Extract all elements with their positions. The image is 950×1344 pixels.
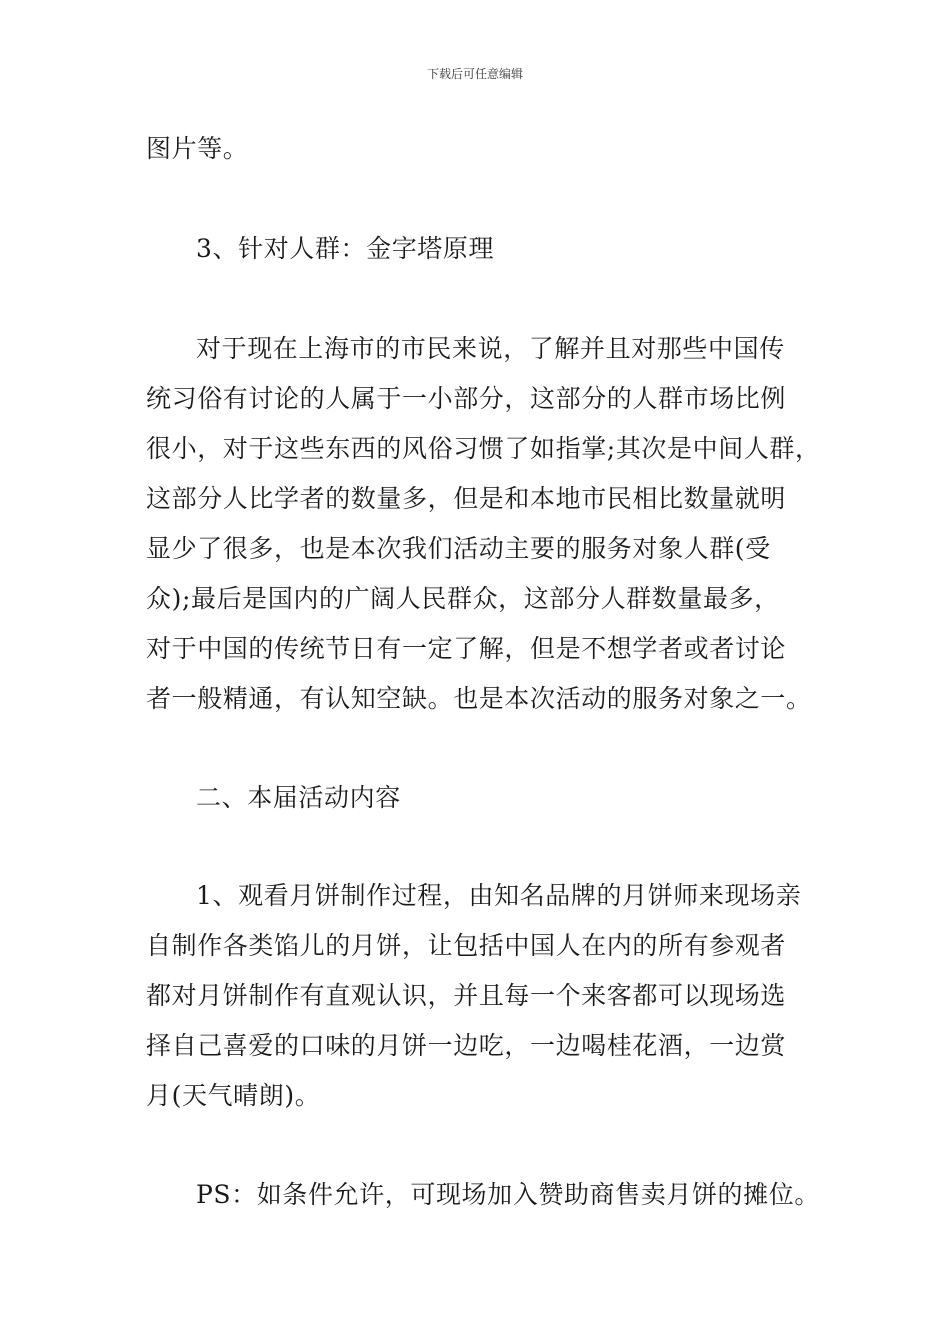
paragraph-line: 这部分人比学者的数量多，但是和本地市民相比数量就明 xyxy=(146,484,787,513)
section-heading: 二、本届活动内容 xyxy=(196,783,401,812)
section-subheading: 3、针对人群：金字塔原理 xyxy=(196,234,495,263)
page-header: 下载后可任意编辑 xyxy=(426,67,523,81)
paragraph-line: 月(天气晴朗)。 xyxy=(146,1081,321,1110)
text-line: 图片等。 xyxy=(146,134,249,163)
paragraph-line: 对于现在上海市的市民来说，了解并且对那些中国传 xyxy=(196,334,785,363)
paragraph-line: 统习俗有讨论的人属于一小部分，这部分的人群市场比例 xyxy=(146,384,787,413)
paragraph-line: 显少了很多，也是本次我们活动主要的服务对象人群(受 xyxy=(146,534,771,563)
paragraph-line: 对于中国的传统节日有一定了解，但是不想学者或者讨论 xyxy=(146,634,787,663)
ps-note: PS：如条件允许，可现场加入赞助商售卖月饼的摊位。 xyxy=(196,1180,820,1209)
paragraph-line: 1、观看月饼制作过程，由知名品牌的月饼师来现场亲 xyxy=(196,881,802,910)
paragraph-line: 很小，对于这些东西的风俗习惯了如指掌;其次是中间人群， xyxy=(146,434,821,463)
paragraph-line: 众);最后是国内的广阔人民群众，这部分人群数量最多， xyxy=(146,584,780,613)
paragraph-line: 者一般精通，有认知空缺。也是本次活动的服务对象之一。 xyxy=(146,684,812,713)
paragraph-line: 择自己喜爱的口味的月饼一边吃，一边喝桂花酒，一边赏 xyxy=(146,1031,787,1060)
paragraph-line: 自制作各类馅儿的月饼，让包括中国人在内的所有参观者 xyxy=(146,931,787,960)
paragraph-line: 都对月饼制作有直观认识，并且每一个来客都可以现场选 xyxy=(146,981,787,1010)
